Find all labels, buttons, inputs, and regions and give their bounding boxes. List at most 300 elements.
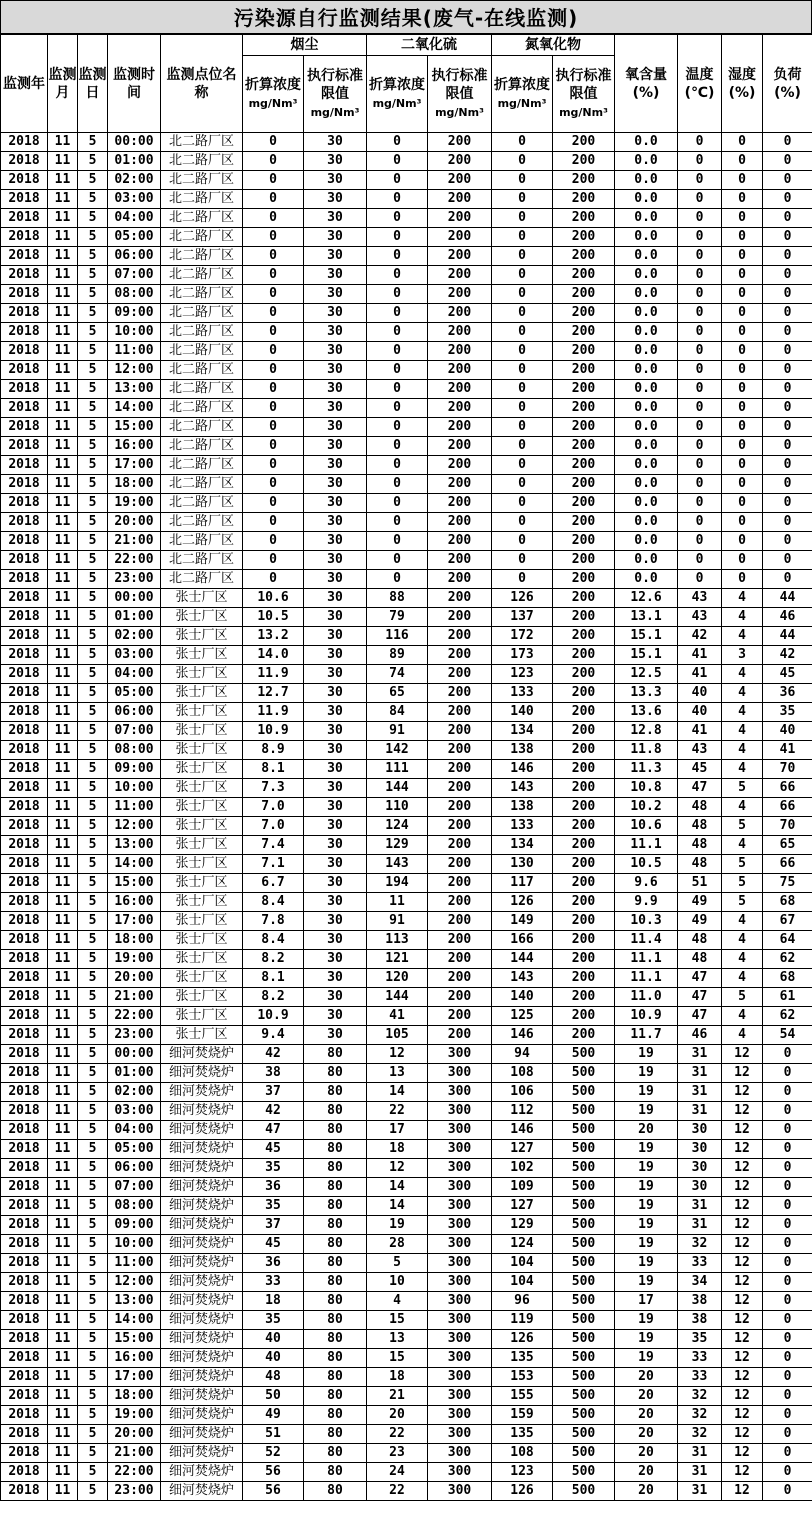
table-cell: 30: [304, 646, 367, 665]
table-cell: 2018: [1, 399, 48, 418]
table-cell: 44: [763, 589, 812, 608]
table-cell: 35: [243, 1197, 304, 1216]
table-cell: 0: [243, 570, 304, 589]
table-cell: 104: [492, 1273, 553, 1292]
table-cell: 135: [492, 1349, 553, 1368]
table-cell: 20: [615, 1463, 678, 1482]
table-cell: 300: [428, 1235, 492, 1254]
table-cell: 0: [763, 1311, 812, 1330]
table-cell: 细河焚烧炉: [161, 1121, 243, 1140]
table-cell: 30: [304, 608, 367, 627]
table-cell: 5: [722, 893, 763, 912]
table-cell: 30: [304, 285, 367, 304]
table-cell: 细河焚烧炉: [161, 1292, 243, 1311]
table-cell: 30: [304, 684, 367, 703]
table-cell: 300: [428, 1197, 492, 1216]
table-cell: 2018: [1, 836, 48, 855]
table-cell: 11: [48, 1216, 78, 1235]
table-cell: 北二路厂区: [161, 228, 243, 247]
table-cell: 0.0: [615, 532, 678, 551]
table-cell: 0: [722, 190, 763, 209]
table-cell: 126: [492, 1330, 553, 1349]
table-cell: 11: [48, 399, 78, 418]
table-cell: 0: [243, 532, 304, 551]
report-title: 污染源自行监测结果(废气-在线监测): [0, 0, 812, 34]
table-cell: 112: [492, 1102, 553, 1121]
table-cell: 80: [304, 1178, 367, 1197]
table-cell: 张士厂区: [161, 893, 243, 912]
table-cell: 张士厂区: [161, 589, 243, 608]
table-cell: 40: [678, 703, 722, 722]
table-cell: 北二路厂区: [161, 418, 243, 437]
table-cell: 0: [763, 1140, 812, 1159]
table-cell: 11.1: [615, 950, 678, 969]
table-cell: 123: [492, 665, 553, 684]
table-cell: 11: [48, 1273, 78, 1292]
table-cell: 11: [48, 1178, 78, 1197]
table-cell: 5: [78, 1102, 108, 1121]
table-cell: 5: [78, 1045, 108, 1064]
table-cell: 200: [428, 437, 492, 456]
table-cell: 5: [78, 1064, 108, 1083]
table-cell: 细河焚烧炉: [161, 1159, 243, 1178]
table-row: [1, 722, 812, 741]
table-cell: 200: [553, 570, 615, 589]
table-cell: 49: [678, 893, 722, 912]
dust-limit-header: 执行标准限值 mg/Nm³: [304, 56, 367, 133]
table-cell: 200: [553, 475, 615, 494]
table-cell: 06:00: [108, 703, 161, 722]
table-cell: 2018: [1, 1159, 48, 1178]
table-cell: 12: [722, 1463, 763, 1482]
table-cell: 0: [763, 1406, 812, 1425]
table-row: [1, 836, 812, 855]
table-cell: 0: [763, 228, 812, 247]
table-cell: 155: [492, 1387, 553, 1406]
table-cell: 13: [367, 1330, 428, 1349]
table-cell: 11.9: [243, 703, 304, 722]
table-cell: 2018: [1, 1197, 48, 1216]
table-cell: 28: [367, 1235, 428, 1254]
table-cell: 23: [367, 1444, 428, 1463]
table-cell: 35: [763, 703, 812, 722]
table-cell: 0: [763, 266, 812, 285]
table-cell: 10:00: [108, 1235, 161, 1254]
table-cell: 0: [763, 418, 812, 437]
table-cell: 20: [615, 1368, 678, 1387]
table-cell: 133: [492, 684, 553, 703]
table-cell: 30: [304, 969, 367, 988]
table-cell: 200: [553, 266, 615, 285]
table-cell: 0: [763, 1159, 812, 1178]
table-cell: 49: [678, 912, 722, 931]
table-cell: 200: [553, 532, 615, 551]
table-cell: 11: [48, 893, 78, 912]
table-cell: 65: [763, 836, 812, 855]
table-cell: 0.0: [615, 494, 678, 513]
table-cell: 19: [615, 1178, 678, 1197]
table-cell: 5: [78, 513, 108, 532]
table-cell: 北二路厂区: [161, 304, 243, 323]
table-cell: 11: [48, 912, 78, 931]
monitoring-table: [0, 34, 812, 1501]
table-row: [1, 342, 812, 361]
table-cell: 0: [678, 475, 722, 494]
table-cell: 45: [678, 760, 722, 779]
table-row: [1, 1273, 812, 1292]
table-cell: 200: [428, 323, 492, 342]
table-cell: 45: [243, 1235, 304, 1254]
table-cell: 5: [78, 532, 108, 551]
table-cell: 200: [553, 817, 615, 836]
table-row: [1, 323, 812, 342]
table-cell: 0.0: [615, 190, 678, 209]
table-cell: 2018: [1, 608, 48, 627]
table-cell: 4: [722, 665, 763, 684]
table-cell: 2018: [1, 1083, 48, 1102]
table-cell: 30: [304, 817, 367, 836]
table-cell: 7.0: [243, 798, 304, 817]
table-cell: 43: [678, 589, 722, 608]
table-cell: 18:00: [108, 475, 161, 494]
table-cell: 11: [48, 456, 78, 475]
table-cell: 11: [48, 152, 78, 171]
table-cell: 19:00: [108, 1406, 161, 1425]
table-cell: 135: [492, 1425, 553, 1444]
table-cell: 10.5: [615, 855, 678, 874]
table-cell: 11: [48, 760, 78, 779]
table-cell: 16:00: [108, 437, 161, 456]
table-cell: 细河焚烧炉: [161, 1406, 243, 1425]
table-cell: 14:00: [108, 399, 161, 418]
table-cell: 00:00: [108, 589, 161, 608]
table-cell: 200: [428, 798, 492, 817]
table-cell: 11: [48, 931, 78, 950]
table-row: [1, 228, 812, 247]
table-cell: 2018: [1, 684, 48, 703]
table-cell: 2018: [1, 722, 48, 741]
table-cell: 0: [243, 551, 304, 570]
table-cell: 12: [722, 1083, 763, 1102]
table-cell: 45: [243, 1140, 304, 1159]
table-cell: 3: [722, 646, 763, 665]
table-cell: 300: [428, 1254, 492, 1273]
table-cell: 80: [304, 1387, 367, 1406]
table-cell: 80: [304, 1444, 367, 1463]
table-cell: 0: [722, 551, 763, 570]
table-cell: 12: [722, 1292, 763, 1311]
table-cell: 11: [48, 228, 78, 247]
table-cell: 0: [722, 342, 763, 361]
table-cell: 31: [678, 1197, 722, 1216]
table-cell: 108: [492, 1064, 553, 1083]
table-cell: 80: [304, 1482, 367, 1501]
table-cell: 10.2: [615, 798, 678, 817]
table-cell: 01:00: [108, 1064, 161, 1083]
table-cell: 2018: [1, 1121, 48, 1140]
table-cell: 500: [553, 1254, 615, 1273]
table-cell: 30: [304, 855, 367, 874]
table-cell: 0: [492, 513, 553, 532]
table-cell: 30: [678, 1140, 722, 1159]
table-cell: 0: [763, 1273, 812, 1292]
table-cell: 0: [722, 532, 763, 551]
table-cell: 200: [553, 342, 615, 361]
table-cell: 80: [304, 1102, 367, 1121]
table-cell: 30: [304, 456, 367, 475]
table-cell: 80: [304, 1045, 367, 1064]
table-cell: 109: [492, 1178, 553, 1197]
table-cell: 5: [78, 399, 108, 418]
table-cell: 0: [678, 266, 722, 285]
table-cell: 0: [367, 342, 428, 361]
table-cell: 0: [722, 570, 763, 589]
table-cell: 张士厂区: [161, 760, 243, 779]
table-cell: 200: [553, 969, 615, 988]
table-cell: 129: [367, 836, 428, 855]
table-cell: 34: [678, 1273, 722, 1292]
table-cell: 2018: [1, 1064, 48, 1083]
table-cell: 5: [78, 1311, 108, 1330]
table-row: [1, 494, 812, 513]
table-cell: 0: [243, 190, 304, 209]
table-cell: 0.0: [615, 570, 678, 589]
table-cell: 200: [428, 361, 492, 380]
table-cell: 0: [763, 475, 812, 494]
table-cell: 500: [553, 1444, 615, 1463]
table-cell: 19: [615, 1216, 678, 1235]
table-cell: 0: [367, 494, 428, 513]
table-cell: 35: [678, 1330, 722, 1349]
table-cell: 11: [48, 304, 78, 323]
table-cell: 30: [304, 760, 367, 779]
table-cell: 30: [304, 209, 367, 228]
table-cell: 北二路厂区: [161, 494, 243, 513]
table-cell: 北二路厂区: [161, 361, 243, 380]
table-row: [1, 1026, 812, 1045]
table-cell: 5: [78, 133, 108, 152]
table-cell: 05:00: [108, 1140, 161, 1159]
table-cell: 33: [678, 1254, 722, 1273]
table-row: [1, 1387, 812, 1406]
table-cell: 11.7: [615, 1026, 678, 1045]
table-cell: 19: [615, 1349, 678, 1368]
table-cell: 0: [722, 133, 763, 152]
table-cell: 20: [615, 1121, 678, 1140]
table-row: [1, 1083, 812, 1102]
table-cell: 2018: [1, 570, 48, 589]
table-cell: 5: [78, 171, 108, 190]
table-cell: 0: [722, 475, 763, 494]
table-cell: 12:00: [108, 1273, 161, 1292]
table-cell: 11: [48, 1235, 78, 1254]
table-cell: 43: [678, 741, 722, 760]
table-cell: 0: [243, 399, 304, 418]
table-cell: 41: [763, 741, 812, 760]
table-cell: 11.0: [615, 988, 678, 1007]
table-cell: 11: [48, 285, 78, 304]
table-row: [1, 1406, 812, 1425]
table-cell: 4: [722, 589, 763, 608]
table-cell: 5: [78, 798, 108, 817]
table-cell: 14:00: [108, 1311, 161, 1330]
table-cell: 124: [367, 817, 428, 836]
table-cell: 0: [722, 152, 763, 171]
table-cell: 09:00: [108, 760, 161, 779]
table-cell: 张士厂区: [161, 722, 243, 741]
table-cell: 0.0: [615, 228, 678, 247]
table-cell: 18:00: [108, 931, 161, 950]
table-cell: 200: [428, 304, 492, 323]
table-cell: 11: [48, 342, 78, 361]
table-cell: 2018: [1, 1330, 48, 1349]
table-cell: 11: [48, 665, 78, 684]
table-cell: 细河焚烧炉: [161, 1197, 243, 1216]
table-cell: 04:00: [108, 209, 161, 228]
table-cell: 0: [763, 342, 812, 361]
table-cell: 北二路厂区: [161, 475, 243, 494]
table-cell: 0: [763, 1292, 812, 1311]
table-cell: 121: [367, 950, 428, 969]
table-cell: 北二路厂区: [161, 266, 243, 285]
table-cell: 30: [304, 323, 367, 342]
table-cell: 12: [722, 1273, 763, 1292]
table-row: [1, 741, 812, 760]
table-cell: 20:00: [108, 969, 161, 988]
table-cell: 12: [722, 1197, 763, 1216]
table-cell: 200: [553, 798, 615, 817]
table-cell: 10: [367, 1273, 428, 1292]
table-cell: 300: [428, 1083, 492, 1102]
table-cell: 51: [678, 874, 722, 893]
table-cell: 5: [78, 380, 108, 399]
table-cell: 32: [678, 1387, 722, 1406]
table-cell: 0: [763, 285, 812, 304]
table-cell: 5: [78, 1216, 108, 1235]
table-cell: 11: [48, 361, 78, 380]
table-row: [1, 1482, 812, 1501]
table-cell: 21: [367, 1387, 428, 1406]
table-cell: 22:00: [108, 1007, 161, 1026]
table-cell: 61: [763, 988, 812, 1007]
table-cell: 0: [722, 399, 763, 418]
table-cell: 5: [78, 1254, 108, 1273]
table-cell: 200: [553, 703, 615, 722]
table-cell: 31: [678, 1102, 722, 1121]
table-cell: 03:00: [108, 646, 161, 665]
table-cell: 200: [428, 912, 492, 931]
table-cell: 0: [367, 551, 428, 570]
table-cell: 15: [367, 1349, 428, 1368]
table-cell: 09:00: [108, 1216, 161, 1235]
table-cell: 117: [492, 874, 553, 893]
table-cell: 6.7: [243, 874, 304, 893]
table-cell: 张士厂区: [161, 855, 243, 874]
table-cell: 33: [243, 1273, 304, 1292]
table-cell: 0: [678, 190, 722, 209]
table-cell: 4: [722, 969, 763, 988]
table-cell: 5: [78, 722, 108, 741]
table-cell: 8.1: [243, 969, 304, 988]
table-cell: 细河焚烧炉: [161, 1083, 243, 1102]
table-cell: 0: [722, 513, 763, 532]
table-cell: 40: [243, 1330, 304, 1349]
table-cell: 200: [553, 171, 615, 190]
table-cell: 0: [243, 323, 304, 342]
table-row: [1, 1216, 812, 1235]
table-cell: 北二路厂区: [161, 133, 243, 152]
table-cell: 62: [763, 1007, 812, 1026]
table-cell: 0: [763, 1425, 812, 1444]
table-cell: 12.7: [243, 684, 304, 703]
table-cell: 北二路厂区: [161, 171, 243, 190]
table-cell: 43: [678, 608, 722, 627]
table-cell: 200: [428, 494, 492, 513]
table-cell: 20:00: [108, 1425, 161, 1444]
table-cell: 500: [553, 1330, 615, 1349]
table-cell: 200: [553, 513, 615, 532]
table-cell: 4: [722, 950, 763, 969]
table-cell: 30: [304, 152, 367, 171]
table-cell: 北二路厂区: [161, 190, 243, 209]
table-cell: 200: [428, 608, 492, 627]
table-cell: 30: [304, 893, 367, 912]
table-cell: 2018: [1, 171, 48, 190]
table-cell: 500: [553, 1102, 615, 1121]
table-cell: 2018: [1, 627, 48, 646]
table-cell: 200: [428, 380, 492, 399]
table-cell: 北二路厂区: [161, 532, 243, 551]
table-cell: 45: [763, 665, 812, 684]
table-cell: 张士厂区: [161, 1026, 243, 1045]
table-cell: 200: [428, 266, 492, 285]
table-cell: 11: [48, 950, 78, 969]
table-cell: 12: [722, 1045, 763, 1064]
table-cell: 200: [428, 722, 492, 741]
table-cell: 0: [492, 551, 553, 570]
table-row: [1, 855, 812, 874]
table-cell: 9.4: [243, 1026, 304, 1045]
table-row: [1, 513, 812, 532]
table-cell: 2018: [1, 437, 48, 456]
table-cell: 30: [304, 589, 367, 608]
table-cell: 40: [243, 1349, 304, 1368]
table-cell: 200: [428, 456, 492, 475]
table-cell: 10.9: [615, 1007, 678, 1026]
table-cell: 11: [48, 323, 78, 342]
table-cell: 2018: [1, 1007, 48, 1026]
table-cell: 11: [48, 1159, 78, 1178]
table-cell: 0: [243, 133, 304, 152]
table-cell: 0: [722, 361, 763, 380]
table-cell: 18:00: [108, 1387, 161, 1406]
table-cell: 13:00: [108, 836, 161, 855]
table-cell: 35: [243, 1159, 304, 1178]
table-cell: 0: [367, 152, 428, 171]
table-cell: 38: [678, 1292, 722, 1311]
table-cell: 0: [678, 247, 722, 266]
table-cell: 200: [553, 836, 615, 855]
table-cell: 5: [78, 1235, 108, 1254]
table-cell: 30: [304, 380, 367, 399]
table-cell: 123: [492, 1463, 553, 1482]
table-cell: 17:00: [108, 1368, 161, 1387]
table-cell: 70: [763, 817, 812, 836]
table-cell: 200: [428, 874, 492, 893]
table-cell: 北二路厂区: [161, 342, 243, 361]
table-cell: 08:00: [108, 1197, 161, 1216]
table-cell: 0: [243, 171, 304, 190]
